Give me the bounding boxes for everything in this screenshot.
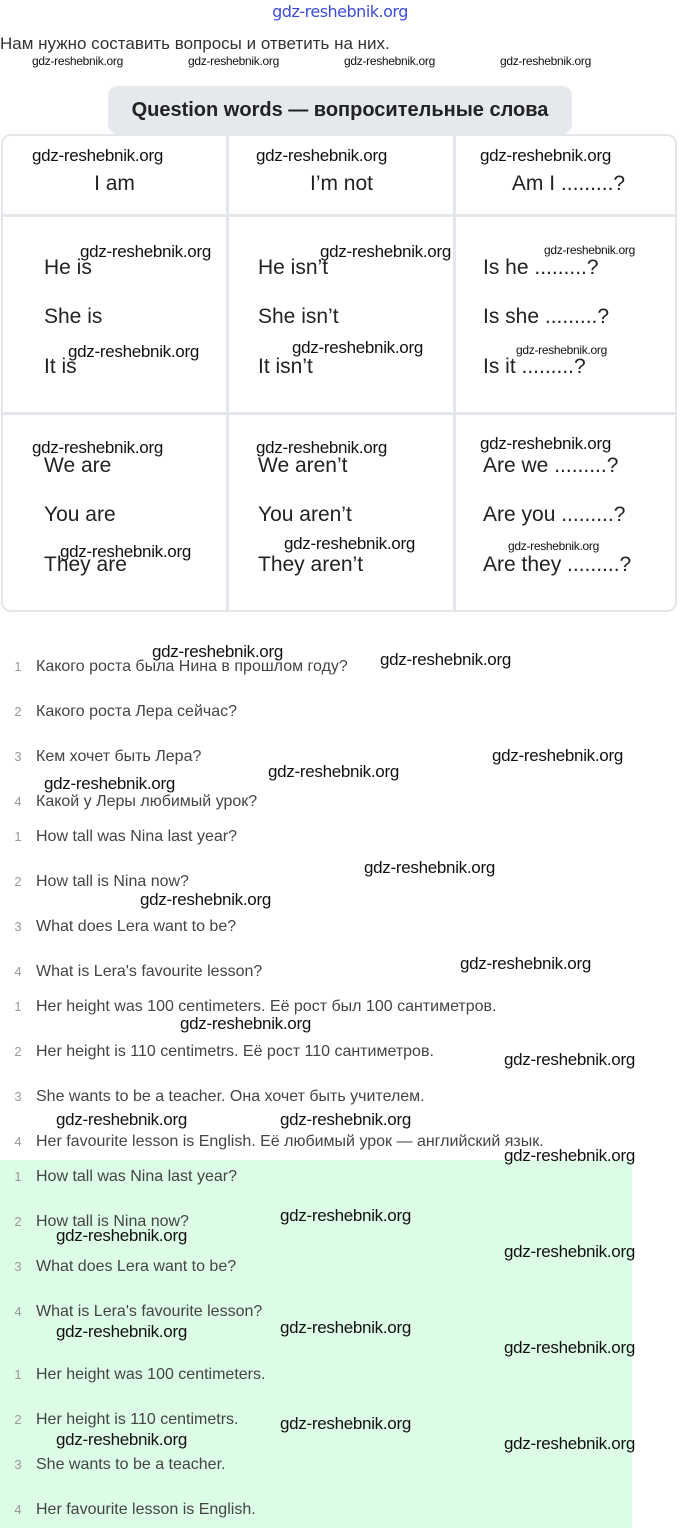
watermark: gdz-reshebnik.org (56, 1110, 187, 1129)
cell: They are (44, 553, 127, 576)
list-item (0, 918, 236, 936)
cell: He is (44, 256, 92, 279)
item-number: 3 (14, 1457, 22, 1472)
watermark: gdz-reshebnik.org (504, 1338, 635, 1357)
cell-am-i: Am I .........? (511, 172, 626, 195)
list-item (0, 1168, 237, 1186)
watermark: gdz-reshebnik.org (268, 762, 399, 781)
watermark: gdz-reshebnik.org (544, 243, 635, 257)
watermark: gdz-reshebnik.org (80, 242, 211, 261)
list-item (0, 963, 262, 981)
list-item (0, 793, 257, 811)
cell: He isn’t (258, 256, 329, 279)
watermark: gdz-reshebnik.org (344, 54, 435, 68)
watermark: gdz-reshebnik.org (504, 1146, 635, 1165)
cell: She isn’t (258, 305, 339, 328)
item-number: 3 (14, 919, 22, 934)
watermark: gdz-reshebnik.org (68, 342, 199, 361)
item-text: Какой у Леры любимый урок? (36, 793, 258, 810)
watermark: gdz-reshebnik.org (32, 54, 123, 68)
item-number: 2 (14, 1044, 22, 1059)
cell: It isn’t (258, 355, 313, 378)
watermark: gdz-reshebnik.org (492, 746, 623, 765)
cell: Are we .........? (483, 454, 619, 477)
item-text: Her height is 110 centimetrs. Её рост 110 сантиметров. (36, 1043, 434, 1060)
cell: We are (44, 454, 112, 477)
list-item (0, 828, 237, 846)
watermark: gdz-reshebnik.org (508, 539, 599, 553)
cell: It is (44, 355, 77, 378)
watermark: gdz-reshebnik.org (364, 858, 495, 877)
item-number: 4 (14, 1502, 22, 1517)
watermark: gdz-reshebnik.org (516, 343, 607, 357)
cell: You are (44, 503, 116, 526)
list-item (0, 748, 201, 766)
list-item (0, 703, 237, 721)
cell: She is (44, 305, 103, 328)
item-text: How tall is Nina now? (36, 873, 189, 890)
watermark: gdz-reshebnik.org (500, 54, 591, 68)
list-item (0, 873, 189, 891)
item-number: 1 (14, 999, 22, 1014)
watermark: gdz-reshebnik.org (280, 1318, 411, 1337)
watermark: gdz-reshebnik.org (60, 542, 191, 561)
item-number: 1 (14, 1169, 22, 1184)
watermark: gdz-reshebnik.org (504, 1050, 635, 1069)
item-text: What does Lera want to be? (36, 918, 237, 935)
list-item (0, 1456, 225, 1474)
item-text: She wants to be a teacher. (36, 1456, 226, 1473)
table-divider (1, 214, 677, 217)
item-number: 3 (14, 749, 22, 764)
watermark: gdz-reshebnik.org (152, 642, 283, 661)
cell: Are they .........? (483, 553, 632, 576)
watermark: gdz-reshebnik.org (320, 242, 451, 261)
intro-text: Нам нужно составить вопросы и ответить на них. (0, 34, 390, 53)
item-number: 3 (14, 1089, 22, 1104)
item-number: 4 (14, 794, 22, 809)
watermark: gdz-reshebnik.org (180, 1014, 311, 1033)
watermark: gdz-reshebnik.org (380, 650, 511, 669)
watermark: gdz-reshebnik.org (32, 438, 163, 457)
list-item (0, 1411, 238, 1429)
watermark: gdz-reshebnik.org (256, 146, 387, 165)
item-number: 2 (14, 874, 22, 889)
cell-i-am: I am (94, 172, 135, 195)
watermark: gdz-reshebnik.org (280, 1110, 411, 1129)
item-number: 4 (14, 1304, 22, 1319)
table-divider (226, 134, 229, 612)
item-number: 2 (14, 1214, 22, 1229)
watermark: gdz-reshebnik.org (292, 338, 423, 357)
watermark: gdz-reshebnik.org (504, 1434, 635, 1453)
item-text: She wants to be a teacher. Она хочет быть учителем. (36, 1088, 425, 1105)
item-number: 1 (14, 829, 22, 844)
item-text: Her favourite lesson is English. Её любимый урок — английский язык. (36, 1133, 544, 1150)
section-title: Question words — вопросительные слова (108, 86, 572, 134)
watermark: gdz-reshebnik.org (280, 1206, 411, 1225)
item-number: 2 (14, 1412, 22, 1427)
watermark: gdz-reshebnik.org (140, 890, 271, 909)
watermark: gdz-reshebnik.org (56, 1322, 187, 1341)
cell: Is she .........? (483, 305, 610, 328)
list-item (0, 1133, 544, 1151)
item-text: How tall was Nina last year? (36, 828, 237, 845)
item-number: 1 (14, 1367, 22, 1382)
item-text: Her height was 100 centimeters. Её рост был 100 сантиметров. (36, 998, 497, 1015)
item-text: Какого роста Лера сейчас? (36, 703, 238, 720)
cell: We aren’t (258, 454, 348, 477)
item-text: What is Lera's favourite lesson? (36, 1303, 263, 1320)
watermark: gdz-reshebnik.org (56, 1226, 187, 1245)
list-item (0, 1501, 256, 1519)
cell: Are you .........? (483, 503, 626, 526)
list-item (0, 1088, 425, 1106)
watermark: gdz-reshebnik.org (32, 146, 163, 165)
item-number: 4 (14, 1134, 22, 1149)
item-text: How tall was Nina last year? (36, 1168, 237, 1185)
cell-im-not: I’m not (309, 172, 374, 195)
cell: Is it .........? (483, 355, 586, 378)
cell: They aren’t (258, 553, 364, 576)
item-text: Her height is 110 centimetrs. (36, 1411, 239, 1428)
watermark-header: gdz-reshebnik.org (272, 2, 408, 21)
list-item (0, 1258, 236, 1276)
item-text: What is Lera's favourite lesson? (36, 963, 263, 980)
watermark: gdz-reshebnik.org (480, 146, 611, 165)
item-number: 2 (14, 704, 22, 719)
item-text: Какого роста была Нина в прошлом году? (36, 658, 348, 675)
watermark: gdz-reshebnik.org (460, 954, 591, 973)
item-number: 4 (14, 964, 22, 979)
item-text: What does Lera want to be? (36, 1258, 237, 1275)
watermark: gdz-reshebnik.org (504, 1242, 635, 1261)
cell: Is he .........? (483, 256, 599, 279)
table-divider (1, 412, 677, 415)
watermark: gdz-reshebnik.org (284, 534, 415, 553)
list-item (0, 1366, 265, 1384)
watermark: gdz-reshebnik.org (56, 1430, 187, 1449)
watermark: gdz-reshebnik.org (44, 774, 175, 793)
item-text: Her height was 100 centimeters. (36, 1366, 266, 1383)
watermark: gdz-reshebnik.org (256, 438, 387, 457)
watermark: gdz-reshebnik.org (480, 434, 611, 453)
watermark: gdz-reshebnik.org (188, 54, 279, 68)
list-item (0, 1043, 434, 1061)
cell: You aren’t (258, 503, 352, 526)
table-divider (453, 134, 456, 612)
item-text: Her favourite lesson is English. (36, 1501, 256, 1518)
item-number: 3 (14, 1259, 22, 1274)
item-text: Кем хочет быть Лера? (36, 748, 202, 765)
watermark: gdz-reshebnik.org (280, 1414, 411, 1433)
item-text: How tall is Nina now? (36, 1213, 189, 1230)
list-item (0, 1303, 262, 1321)
item-number: 1 (14, 659, 22, 674)
